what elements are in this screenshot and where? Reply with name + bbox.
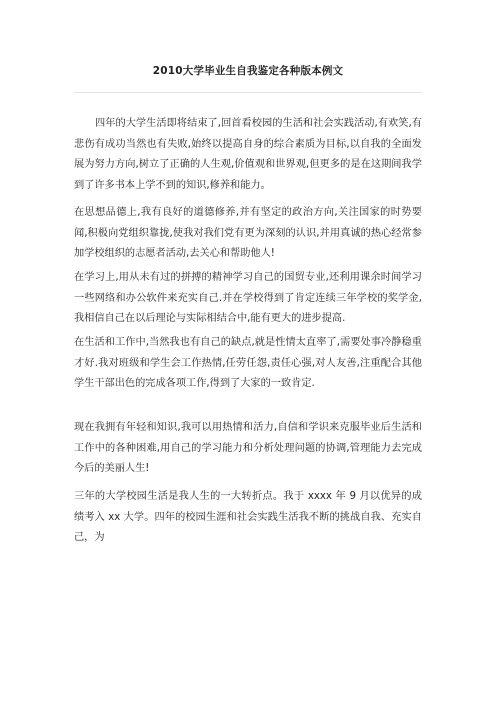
paragraph-life-work: 在生活和工作中,当然我也有自己的缺点,就是性情太直率了,需要处事冷静稳重才好.我对班级和学生会工作热情,任劳任怨,责任心强,对人友善,注重配合其他学生干部出色的完成各项工作,得到了大家的一致肯定. [74,337,422,389]
title-divider [74,92,422,93]
document-title: 2010大学毕业生自我鉴定各种版本例文 [152,65,344,77]
paragraph-future: 现在我拥有年轻和知识,我可以用热情和活力,自信和学识来克服毕业后生活和工作中的各种困难,用自己的学习能力和分析处理问题的协调,管理能力去完成今后的美丽人生! [74,422,422,474]
paragraph-intro: 四年的大学生活即将结束了,回首看校园的生活和社会实践活动,有欢笑,有悲伤有成功当然也有失败,始终以提高自身的综合素质为目标,以自我的全面发展为努力方向,树立了正确的人生观,价值观和世界观,但更多的是在这期间我学到了许多书本上学不到的知识,修养和能力。 [74,118,422,191]
paragraph-study: 在学习上,用从未有过的拼搏的精神学习自己的国贸专业,还利用课余时间学习一些网络和办公软件来充实自己.并在学校得到了肯定连续三年学校的奖学金,我相信自己在以后理论与实际相结合中,能有更大的进步提高. [74,272,422,324]
paragraph-college-life: 三年的大学校园生活是我人生的一大转折点。我于 xxxx 年 9 月以优异的成绩考入 xx 大学。四年的校园生涯和社会实践生活我不断的挑战自我、充实自己，为 [74,491,422,543]
paragraph-moral: 在思想品德上,我有良好的道德修养,并有坚定的政治方向,关注国家的时势要闻,积极向党组织靠拢,使我对我们党有更为深刻的认识,并用真诚的热心经常参加学校组织的志愿者活动,去关心和帮助他人! [74,207,422,259]
